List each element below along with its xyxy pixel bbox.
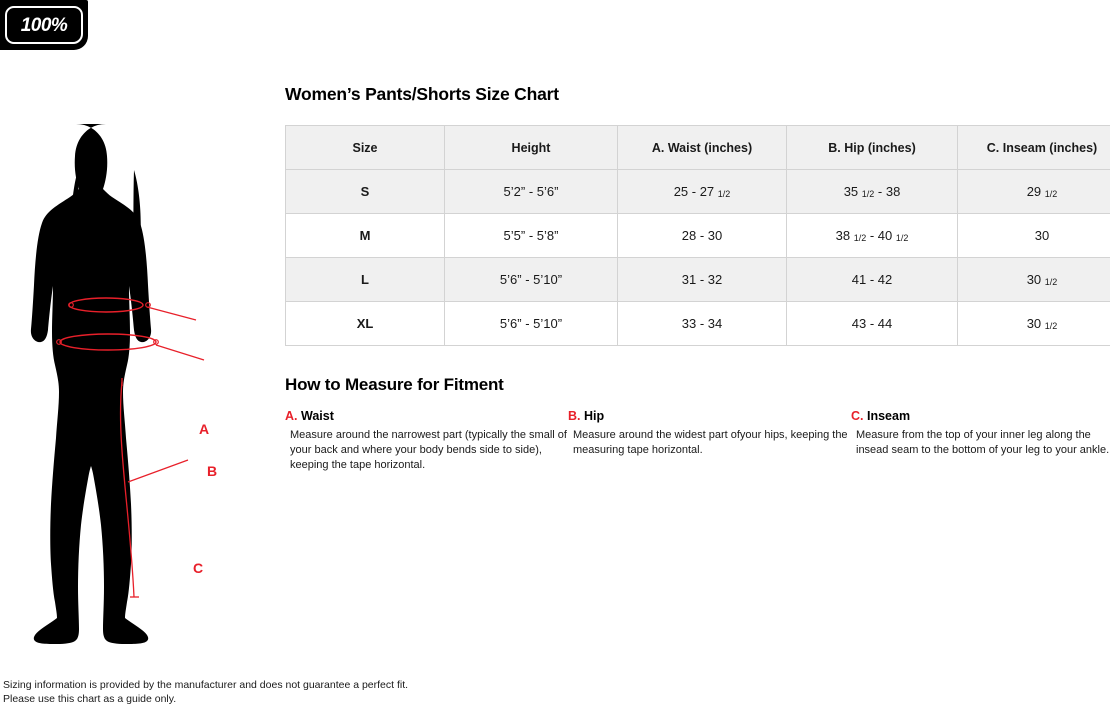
- cell-inseam-fraction: 1/2: [1044, 189, 1058, 199]
- table-header: [286, 126, 1110, 170]
- cell-hip: [787, 170, 958, 214]
- cell-height: 5’2” - 5’6”: [445, 170, 618, 214]
- cell-hip-fraction: 1/2: [861, 189, 875, 199]
- cell-waist-fraction: 1/2: [717, 189, 731, 199]
- measure-item-text: Measure from the top of your inner leg along the insead seam to the bottom of your leg to your ankle.: [856, 429, 1110, 457]
- cell-height: 5’6” - 5’10”: [445, 302, 618, 346]
- table-row: [286, 258, 1110, 302]
- measure-item-letter: C.: [851, 409, 864, 423]
- callout-label-c: C: [193, 560, 204, 576]
- cell-hip-main: 38: [835, 228, 854, 243]
- how-to-measure-list: [285, 409, 1110, 474]
- cell-inseam-main: 29: [1026, 184, 1045, 199]
- cell-waist: [618, 170, 787, 214]
- cell-inseam-main: 30: [1034, 228, 1050, 243]
- cell-hip-fraction: 1/2: [853, 233, 867, 243]
- measure-item-heading: [568, 409, 851, 423]
- cell-waist: [618, 302, 787, 346]
- cell-hip: [787, 258, 958, 302]
- measure-item-hip: [568, 409, 851, 474]
- table-row: [286, 170, 1110, 214]
- callout-label-b: B: [207, 463, 218, 479]
- cell-inseam: [958, 302, 1110, 346]
- cell-inseam-fraction: 1/2: [1044, 321, 1058, 331]
- cell-hip-tail: - 40: [866, 228, 896, 243]
- measure-item-letter: B.: [568, 409, 581, 423]
- column-header-inseam: C. Inseam (inches): [958, 126, 1110, 170]
- column-header-hip: B. Hip (inches): [787, 126, 958, 170]
- table-row: [286, 302, 1110, 346]
- cell-hip-main: 35: [843, 184, 862, 199]
- cell-hip-fraction-2: 1/2: [895, 233, 909, 243]
- measure-item-heading: [285, 409, 568, 423]
- callout-label-a: A: [199, 421, 210, 437]
- column-header-waist: A. Waist (inches): [618, 126, 787, 170]
- measure-item-heading: [851, 409, 1110, 423]
- cell-hip-main: 43 - 44: [851, 316, 893, 331]
- cell-waist-main: 31 - 32: [681, 272, 723, 287]
- measure-item-name: Hip: [583, 409, 605, 423]
- cell-hip: [787, 214, 958, 258]
- cell-size: XL: [286, 302, 445, 346]
- cell-height: 5’6” - 5’10”: [445, 258, 618, 302]
- cell-inseam-main: 30: [1026, 316, 1045, 331]
- measure-item-waist: [285, 409, 568, 474]
- cell-waist: [618, 258, 787, 302]
- cell-inseam-main: 30: [1026, 272, 1045, 287]
- page-title: Women’s Pants/Shorts Size Chart: [285, 84, 559, 104]
- size-chart-table: [285, 125, 1110, 346]
- cell-hip: [787, 302, 958, 346]
- cell-waist: [618, 214, 787, 258]
- column-header-height: Height: [445, 126, 618, 170]
- measure-item-text: Measure around the widest part ofyour hips, keeping the measuring tape horizontal.: [573, 429, 848, 457]
- measure-item-inseam: [851, 409, 1110, 474]
- brand-logo-text: 100%: [20, 14, 68, 36]
- size-chart-content: [285, 84, 1110, 474]
- cell-waist-main: 28 - 30: [681, 228, 723, 243]
- cell-size: S: [286, 170, 445, 214]
- disclaimer-line-2: Please use this chart as a guide only.: [3, 692, 177, 705]
- cell-waist-main: 33 - 34: [681, 316, 723, 331]
- cell-hip-main: 41 - 42: [851, 272, 893, 287]
- body-measurement-figure: [0, 110, 280, 670]
- cell-size: L: [286, 258, 445, 302]
- cell-hip-tail: - 38: [874, 184, 901, 199]
- female-silhouette-icon: [0, 110, 280, 670]
- measure-item-name: Inseam: [866, 409, 911, 423]
- measure-item-letter: A.: [285, 409, 298, 423]
- brand-logo: [0, 0, 88, 50]
- cell-size: M: [286, 214, 445, 258]
- measure-item-name: Waist: [300, 409, 334, 423]
- column-header-size: Size: [286, 126, 445, 170]
- cell-inseam-fraction: 1/2: [1044, 277, 1058, 287]
- cell-inseam: [958, 258, 1110, 302]
- table-row: [286, 214, 1110, 258]
- disclaimer-line-1: Sizing information is provided by the manufacturer and does not guarantee a perfect fit.: [3, 678, 409, 691]
- how-to-measure-title: How to Measure for Fitment: [285, 375, 504, 394]
- brand-logo-frame: [5, 6, 83, 44]
- cell-height: 5’5” - 5’8”: [445, 214, 618, 258]
- cell-inseam: [958, 170, 1110, 214]
- table-body: [286, 170, 1110, 346]
- disclaimer: [3, 678, 408, 706]
- cell-inseam: [958, 214, 1110, 258]
- measure-item-text: Measure around the narrowest part (typically the small of your back and where your body bends side to side), keeping the tape horizontal.: [290, 429, 567, 472]
- cell-waist-main: 25 - 27: [673, 184, 718, 199]
- table-header-row: [286, 126, 1110, 170]
